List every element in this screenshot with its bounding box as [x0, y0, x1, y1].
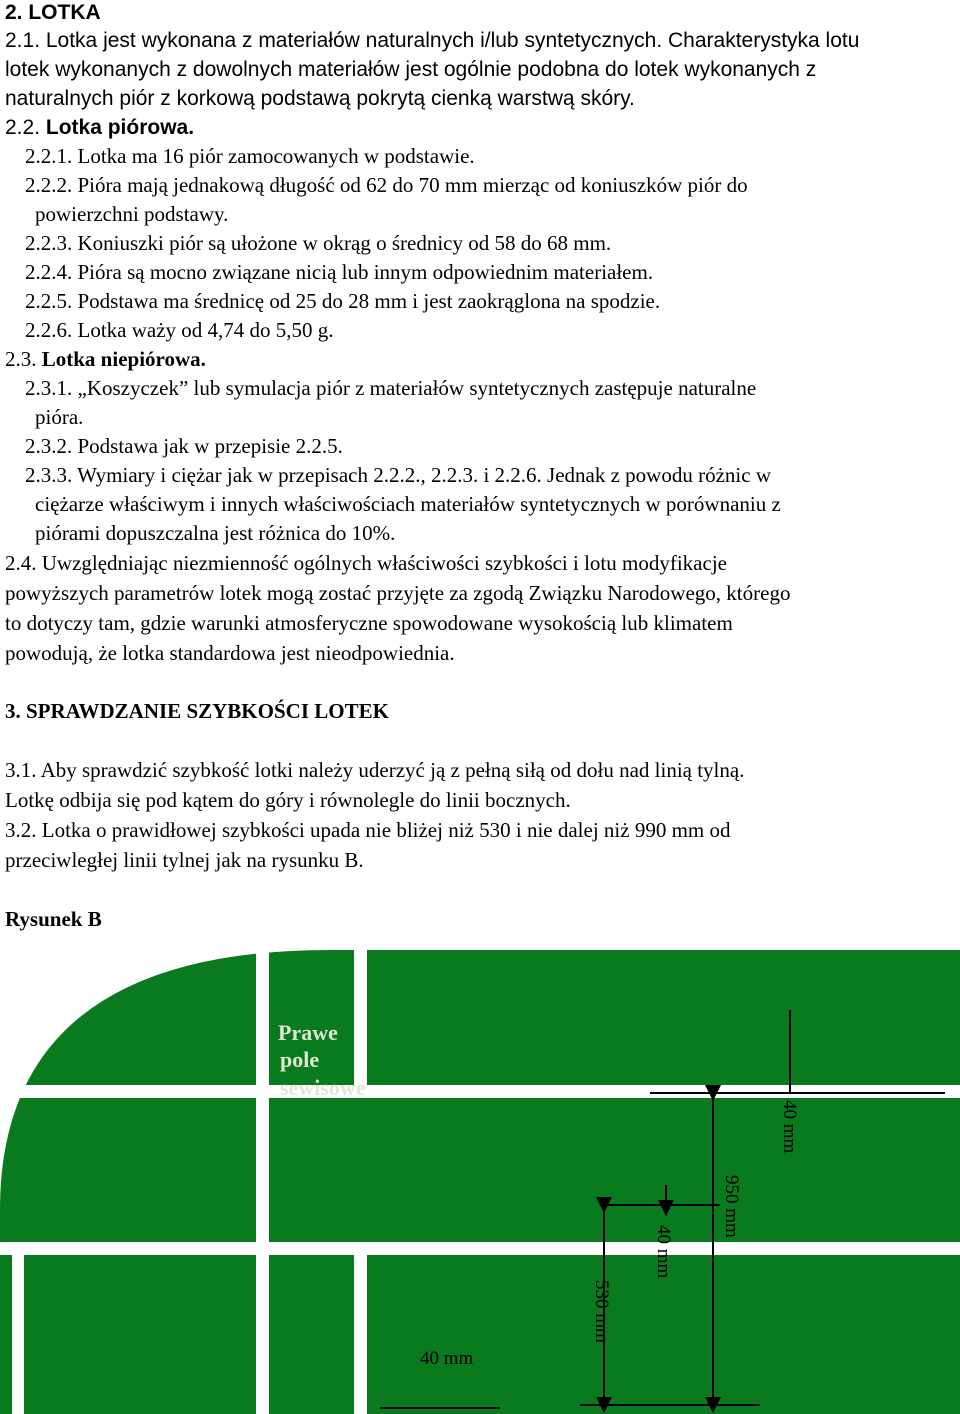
paragraph-2-4-line-3: to dotyczy tam, gdzie warunki atmosferyczne spowodowane wysokością lub klimatem	[5, 611, 733, 635]
section-2-heading: 2. LOTKA	[5, 1, 101, 24]
lower-left-line	[12, 1250, 24, 1414]
paragraph-2-3-3-line-3: piórami dopuszczalna jest różnica do 10%.	[35, 521, 396, 545]
paragraph-2-2-2-line-2: powierzchni podstawy.	[35, 202, 229, 226]
court-diagram	[0, 950, 960, 1414]
subheading-2-2: 2.2. Lotka piórowa.	[5, 116, 195, 139]
dim-530-label: 530 mm	[591, 1280, 612, 1343]
paragraph-2-3-2: 2.3.2. Podstawa jak w przepisie 2.2.5.	[25, 434, 343, 458]
paragraph-2-4-line-2: powyższych parametrów lotek mogą zostać przyjęte za zgodą Związku Narodowego, którego	[5, 581, 791, 605]
paragraph-2-2-5: 2.2.5. Podstawa ma średnicę od 25 do 28 mm i jest zaokrąglona na spodzie.	[25, 289, 661, 313]
subheading-2-3-title: Lotka niepiórowa.	[41, 347, 206, 371]
paragraph-2-1-line-1: 2.1. Lotka jest wykonana z materiałów naturalnych i/lub syntetycznych. Charakterystyka lotu	[5, 29, 860, 52]
paragraph-2-4-line-1: 2.4. Uwzględniając niezmienność ogólnych właściwości szybkości i lotu modyfikacje	[5, 551, 727, 575]
paragraph-2-2-4: 2.2.4. Pióra są mocno związane nicią lub innym odpowiednim materiałem.	[25, 260, 654, 284]
court-label-line-3: sewisowe	[280, 1075, 366, 1100]
figure-caption: Rysunek B	[5, 907, 102, 931]
paragraph-3-1-line-2: Lotkę odbija się pod kątem do góry i równolegle do linii bocznych.	[5, 788, 571, 812]
dim-40-right-label: 40 mm	[779, 1100, 800, 1154]
paragraph-3-2-line-1: 3.2. Lotka o prawidłowej szybkości upada nie bliżej niż 530 i nie dalej niż 990 mm od	[5, 818, 731, 842]
paragraph-2-2-2-line-1: 2.2.2. Pióra mają jednakową długość od 62 do 70 mm mierząc od koniuszków piór do	[25, 173, 748, 197]
long-service-line-vertical	[354, 950, 367, 1090]
subheading-2-2-number: 2.2.	[5, 116, 41, 139]
section-3-heading: 3. SPRAWDZANIE SZYBKOŚCI LOTEK	[5, 699, 389, 723]
paragraph-2-4-line-4: powodują, że lotka standardowa jest nieodpowiednia.	[5, 641, 455, 665]
lower-right-line	[354, 1250, 367, 1414]
court-label-line-2: pole	[280, 1047, 320, 1072]
court-surface	[0, 950, 960, 1414]
dim-950-label: 950 mm	[721, 1175, 742, 1238]
subheading-2-3-number: 2.3.	[5, 347, 37, 371]
paragraph-3-1-line-1: 3.1. Aby sprawdzić szybkość lotki należy uderzyć ją z pełną siłą od dołu nad linią tylną.	[5, 758, 745, 782]
dim-40-mid-label: 40 mm	[653, 1225, 674, 1279]
paragraph-2-1-line-3: naturalnych piór z korkową podstawą pokrytą cienką warstwą skóry.	[5, 87, 635, 110]
paragraph-2-1-line-2: lotek wykonanych z dowolnych materiałów jest ogólnie podobna do lotek wykonanych z	[5, 58, 817, 81]
dim-40-horizontal-label: 40 mm	[420, 1348, 474, 1369]
center-line	[256, 950, 269, 1414]
doubles-service-line	[0, 1242, 960, 1255]
subheading-2-3	[5, 345, 206, 374]
short-service-line	[0, 1085, 960, 1098]
paragraph-3-2-line-2: przeciwległej linii tylnej jak na rysunku B.	[5, 848, 364, 872]
paragraph-2-2-3: 2.2.3. Koniuszki piór są ułożone w okrąg o średnicy od 58 do 68 mm.	[25, 231, 612, 255]
subheading-2-2-title: Lotka piórowa	[45, 116, 189, 139]
paragraph-2-3-3-line-1: 2.3.3. Wymiary i ciężar jak w przepisach 2.2.2., 2.2.3. i 2.2.6. Jednak z powodu różnic w	[25, 463, 771, 487]
paragraph-2-2-6: 2.2.6. Lotka waży od 4,74 do 5,50 g.	[25, 318, 334, 342]
paragraph-2-3-1-line-1: 2.3.1. „Koszyczek” lub symulacja piór z materiałów syntetycznych zastępuje naturalne	[25, 376, 757, 400]
paragraph-2-3-3-line-2: ciężarze właściwym i innych właściwościach materiałów syntetycznych w porównaniu z	[35, 492, 781, 516]
court-label-line-1: Prawe	[278, 1020, 338, 1045]
paragraph-2-2-1: 2.2.1. Lotka ma 16 piór zamocowanych w podstawie.	[25, 144, 475, 168]
paragraph-2-3-1-line-2: pióra.	[35, 405, 84, 429]
